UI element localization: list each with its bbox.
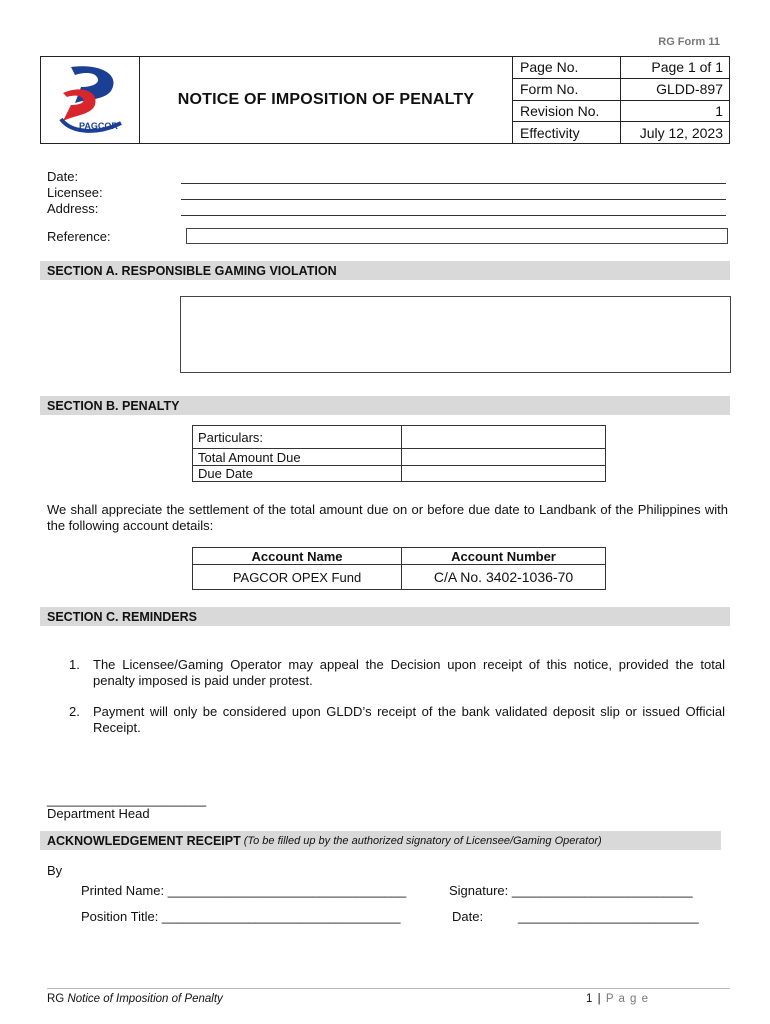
pagcor-logo — [41, 57, 140, 143]
date-label: Date: — [452, 909, 484, 924]
account-value-row — [193, 565, 606, 590]
account-number-value: C/A No. 3402-1036-70 — [402, 565, 606, 590]
footer-title-italic: Notice of Imposition of Penalty — [67, 993, 223, 1005]
meta-value: GLDD-897 — [656, 81, 723, 98]
meta-label: Page No. — [513, 57, 621, 78]
meta-label: Effectivity — [513, 122, 621, 143]
meta-row-revision — [513, 101, 729, 123]
meta-value: 1 — [715, 102, 723, 119]
acknowledgement-subtitle: (To be filled up by the authorized signatory of Licensee/Gaming Operator) — [243, 834, 602, 847]
penalty-row-value[interactable] — [402, 426, 606, 449]
account-name-value: PAGCOR OPEX Fund — [193, 565, 402, 590]
penalty-row — [193, 449, 606, 466]
penalty-row-value[interactable] — [402, 466, 606, 482]
reminder-item: The Licensee/Gaming Operator may appeal the Decision upon receipt of this notice, provided the total penalty imposed is paid under protest. — [93, 657, 725, 688]
licensee-label: Licensee: — [47, 185, 103, 200]
account-name-header: Account Name — [193, 548, 402, 565]
penalty-row — [193, 466, 606, 482]
account-table — [192, 547, 606, 590]
section-a-header: SECTION A. RESPONSIBLE GAMING VIOLATION — [40, 261, 730, 280]
meta-label: Form No. — [513, 79, 621, 100]
date-label: Date: — [47, 169, 79, 184]
document-meta-table — [513, 57, 729, 143]
section-b-header: SECTION B. PENALTY — [40, 396, 730, 415]
meta-value: Page 1 of 1 — [651, 59, 723, 76]
signatory-title: Department Head — [47, 806, 150, 821]
address-label: Address: — [47, 201, 99, 216]
document-title: NOTICE OF IMPOSITION OF PENALTY — [140, 57, 513, 143]
address-line[interactable] — [181, 215, 726, 216]
meta-row-page — [513, 57, 729, 79]
page-word: P a g e — [605, 993, 650, 1005]
date-field[interactable]: _________________________ — [518, 909, 699, 924]
penalty-row — [193, 426, 606, 449]
account-number-header: Account Number — [402, 548, 606, 565]
acknowledgement-title: ACKNOWLEDGEMENT RECEIPT — [47, 833, 241, 848]
penalty-row-label: Total Amount Due — [193, 449, 402, 466]
signature-field[interactable]: Signature: _________________________ — [449, 883, 693, 898]
violation-textbox[interactable] — [180, 296, 731, 373]
meta-value: July 12, 2023 — [639, 124, 723, 141]
reminder-number: 1. — [69, 657, 80, 672]
document-header — [40, 56, 730, 144]
meta-row-form — [513, 79, 729, 101]
printed-name-field[interactable]: Printed Name: _________________________________ — [81, 883, 407, 898]
position-title-field[interactable]: Position Title: _________________________________ — [81, 909, 401, 924]
reference-field[interactable] — [186, 228, 728, 244]
footer-divider — [47, 988, 730, 989]
penalty-row-label: Due Date — [193, 466, 402, 482]
penalty-row-label: Particulars: — [193, 426, 402, 449]
meta-label: Revision No. — [513, 101, 621, 122]
form-code: RG Form 11 — [658, 36, 720, 48]
footer-title-prefix: RG — [47, 993, 68, 1005]
footer-title — [47, 993, 223, 1005]
page-number-separator: | — [597, 993, 601, 1005]
section-c-header: SECTION C. REMINDERS — [40, 607, 730, 626]
reminder-number: 2. — [69, 704, 80, 719]
date-line[interactable] — [181, 183, 726, 184]
reminder-item: Payment will only be considered upon GLDD’s receipt of the bank validated deposit slip or issued Official Receipt. — [93, 704, 725, 735]
licensee-line[interactable] — [181, 199, 726, 200]
settlement-paragraph: We shall appreciate the settlement of the total amount due on or before due date to Landbank of the Philippines with the following account details: — [47, 502, 728, 533]
by-label: By — [47, 863, 63, 878]
account-header-row — [193, 548, 606, 565]
meta-row-effectivity — [513, 122, 729, 143]
acknowledgement-header — [40, 831, 721, 850]
reference-label: Reference: — [47, 229, 111, 244]
signatory-line[interactable]: ______________________ — [47, 792, 207, 807]
page-number — [586, 993, 649, 1005]
penalty-table — [192, 425, 606, 482]
page-number-value: 1 — [586, 993, 593, 1005]
pagcor-logo-icon — [41, 57, 139, 143]
penalty-row-value[interactable] — [402, 449, 606, 466]
svg-text:PAGCOR: PAGCOR — [79, 121, 118, 131]
